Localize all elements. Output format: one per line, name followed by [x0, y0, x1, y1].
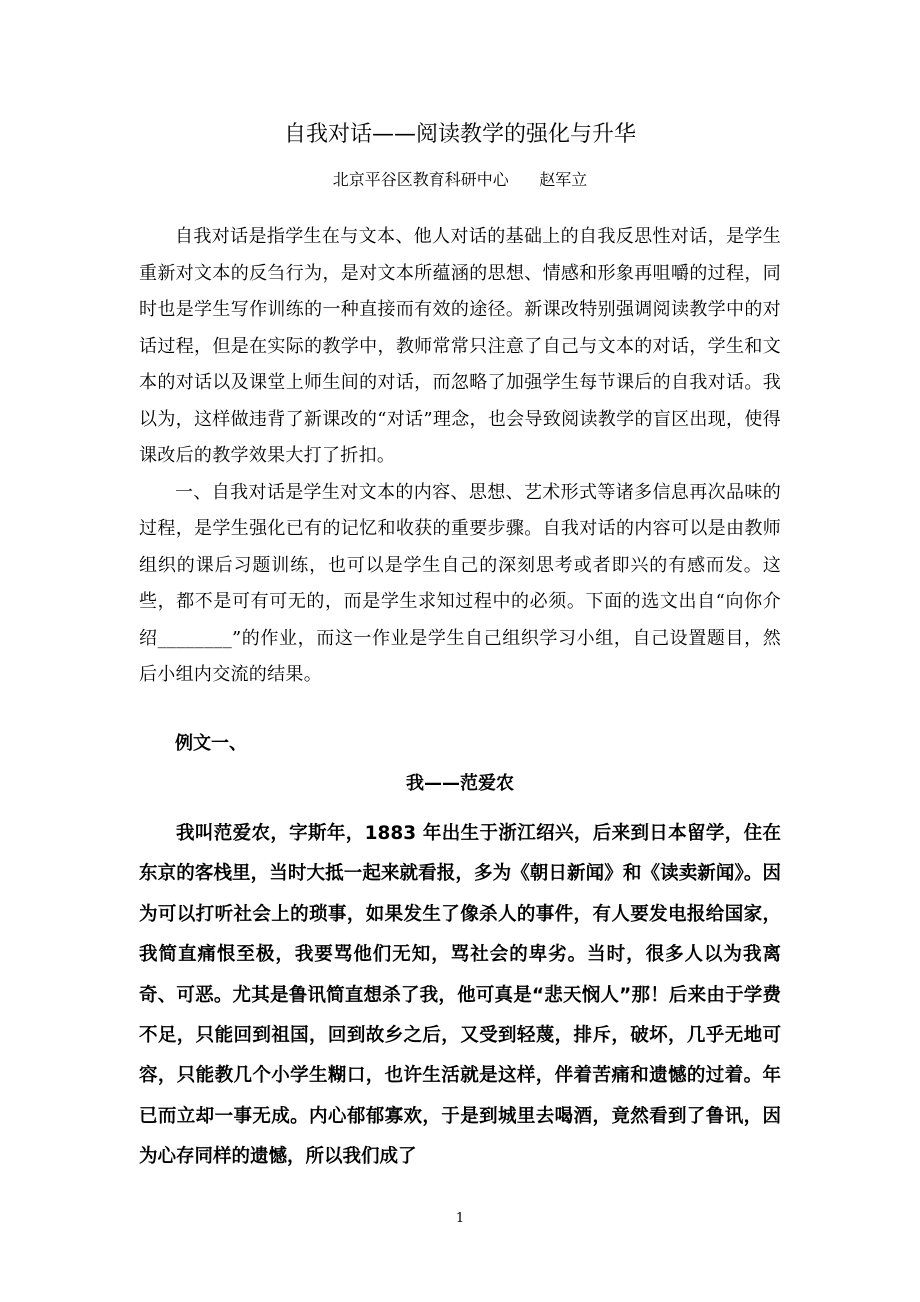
paragraph-section-one: 一、自我对话是学生对文本的内容、思想、艺术形式等诸多信息再次品味的过程，是学生强化已有的记忆和收获的重要步骤。自我对话的内容可以是由教师组织的课后习题训练，也可以是学生自己的深刻思考或者即兴的有感而发。这些，都不是可有可无的，而是学生求知过程中的必须。下面的选文出自“向你介绍________”的作业，而这一作业是学生自己组织学习小组，自己设置题目，然后小组内交流的结果。 — [139, 481, 781, 685]
essay-title: 我——范爱农 — [406, 773, 514, 794]
example-heading: 例文一、 — [175, 733, 247, 754]
essay-text: 我叫范爱农，字斯年，1883 年出生于浙江绍兴，后来到日本留学，住在东京的客栈里，当时大抵一起来就看报，多为《朝日新闻》和《读卖新闻》。因为可以打听社会上的琐事，如果发生了像杀人的事件，有人要发电报给国家，我简直痛恨至极，我要骂他们无知，骂社会的卑劣。当时，很多人以为我离奇、可恶。尤其是鲁讯简直想杀了我，他可真是“悲天悯人”那！后来由于学费不足，只能回到祖国，回到故乡之后，又受到轻蔑，排斥，破坏，几乎无地可容，只能教几个小学生糊口，也许生活就是这样，伴着苦痛和遗憾的过着。年已而立却一事无成。内心郁郁寡欢，于是到城里去喝酒，竟然看到了鲁讯，因为心存同样的遗憾，所以我们成了 — [139, 823, 781, 1168]
document-title: 自我对话——阅读教学的强化与升华 — [283, 122, 636, 147]
page-number: 1 — [455, 1211, 465, 1226]
author-byline: 北京平谷区教育科研中心 赵军立 — [332, 170, 588, 189]
paragraph-intro: 自我对话是指学生在与文本、他人对话的基础上的自我反思性对话，是学生重新对文本的反刍行为，是对文本所蕴涵的思想、情感和形象再咀嚼的过程，同时也是学生写作训练的一种直接而有效的途径。新课改特别强调阅读教学中的对话过程，但是在实际的教学中，教师常常只注意了自己与文本的对话，学生和文本的对话以及课堂上师生间的对话，而忽略了加强学生每节课后的自我对话。我以为，这样做违背了新课改的“对话”理念，也会导致阅读教学的盲区出现，使得课改后的教学效果大打了折扣。 — [139, 226, 781, 466]
article-body — [139, 219, 781, 694]
